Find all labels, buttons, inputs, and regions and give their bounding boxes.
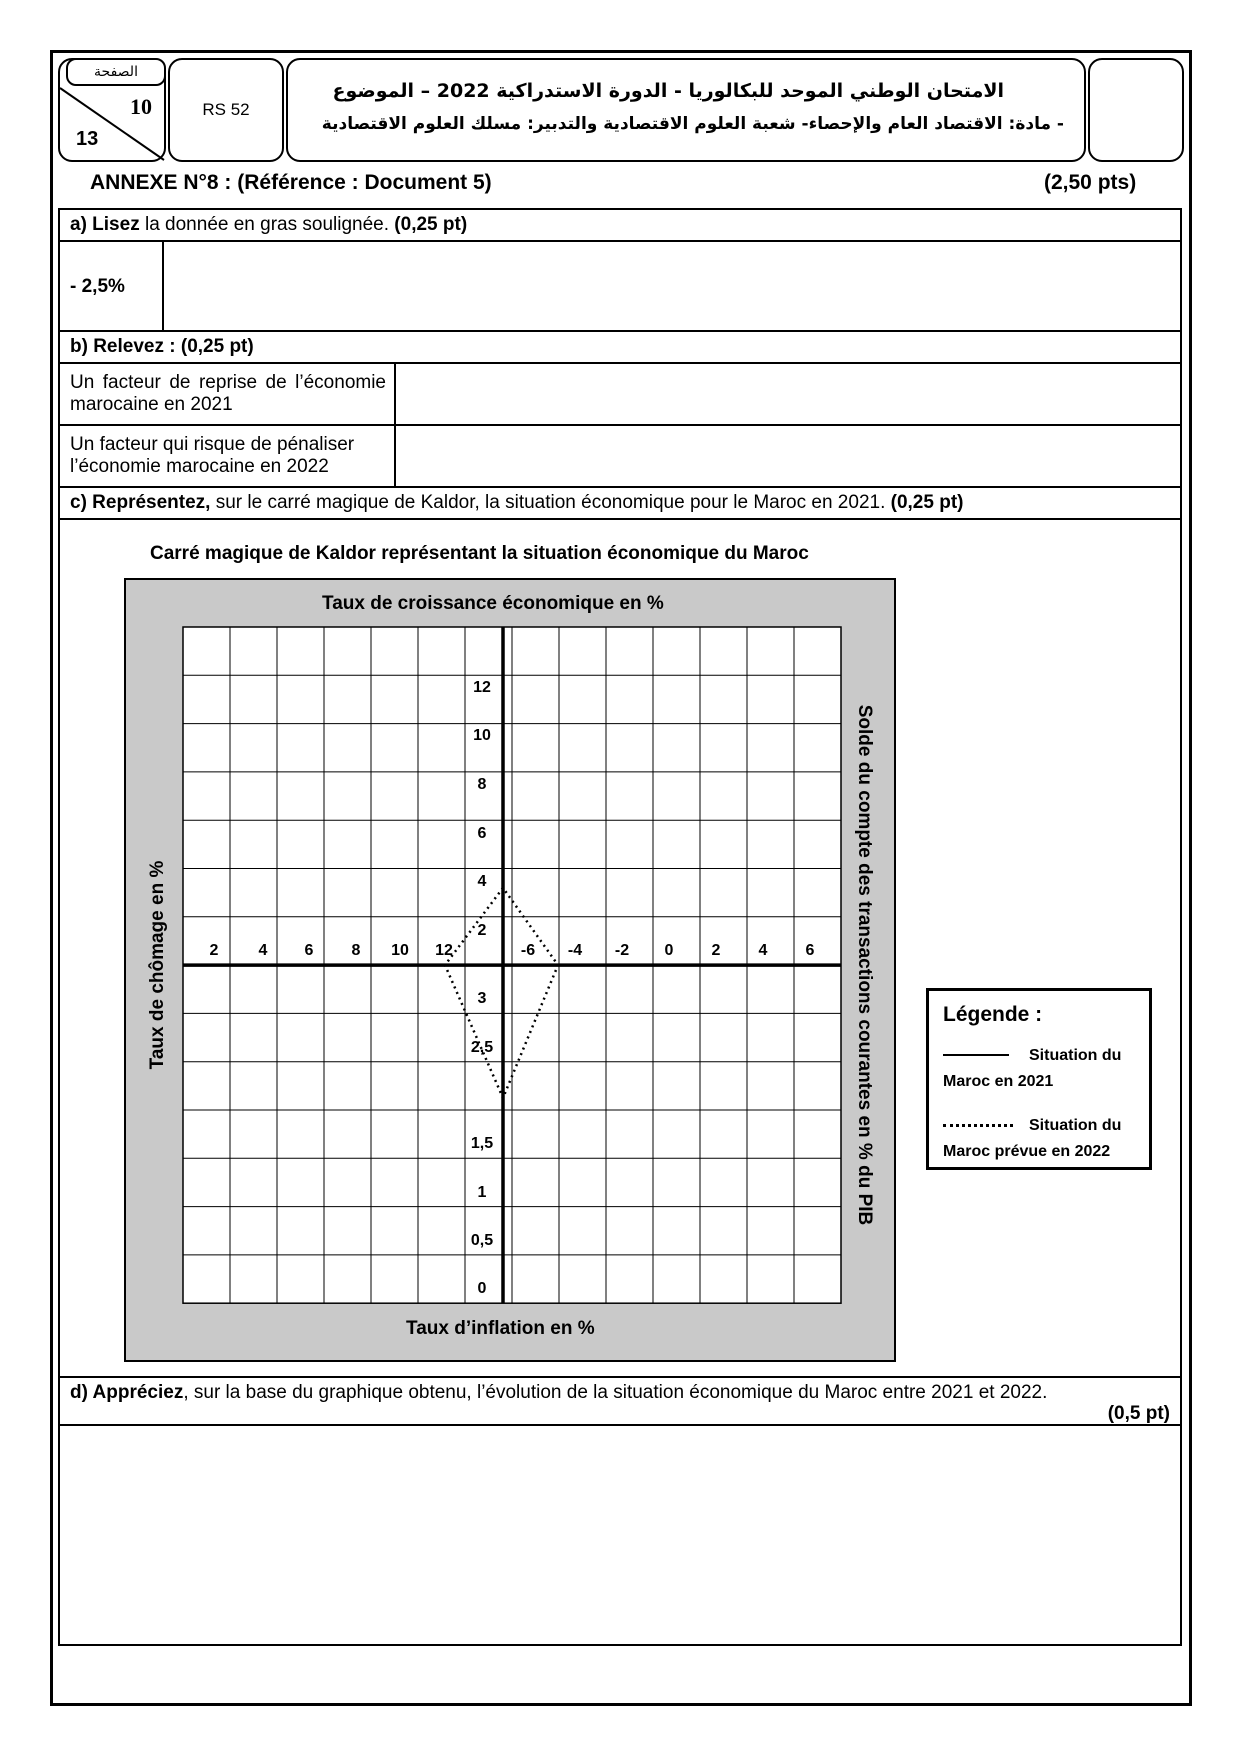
tick-current-account: 0 [664, 942, 674, 960]
answer-d-field[interactable] [58, 1424, 1182, 1646]
legend-title: Légende : [943, 1003, 1043, 1026]
annexe-title: ANNEXE N°8 : (Référence : Document 5) [90, 171, 492, 194]
tick-growth: 10 [473, 727, 491, 745]
question-d: d) Appréciez, sur la base du graphique obtenu, l’évolution de la situation économique du Maroc entre 2021 et 2022. (0,5 pt) [58, 1376, 1182, 1426]
tick-current-account: -6 [520, 942, 536, 960]
tick-current-account: -4 [567, 942, 583, 960]
tick-inflation: 1,5 [470, 1135, 494, 1153]
question-c: c) Représentez, sur le carré magique de Kaldor, la situation économique pour le Maroc en 2021. (0,25 pt) [58, 486, 1182, 520]
tick-growth: 4 [477, 873, 487, 891]
tick-inflation: 2,5 [470, 1038, 494, 1056]
question-a: a) Lisez la donnée en gras soulignée. (0,25 pt) [58, 208, 1182, 242]
page-number: 10 [130, 94, 152, 119]
tick-growth: 8 [477, 776, 487, 793]
tick-unemployment: 2 [209, 942, 219, 960]
tick-growth: 2 [477, 921, 487, 939]
tick-unemployment: 12 [435, 942, 453, 960]
axis-left-label: Taux de chômage en % [147, 860, 168, 1070]
exam-code: RS 52 [202, 100, 250, 119]
tick-growth: 6 [477, 824, 487, 842]
axis-bottom-label: Taux d’inflation en % [406, 1318, 595, 1339]
legend-item-2022: Situation du Maroc prévue en 2022 [943, 1117, 1122, 1160]
tick-inflation: 0 [477, 1280, 487, 1298]
tick-current-account: 2 [711, 942, 721, 960]
tick-current-account: 6 [805, 942, 815, 960]
tick-current-account: 4 [758, 942, 768, 960]
answer-a-label: - 2,5% [70, 276, 125, 297]
tick-growth: 12 [473, 678, 491, 696]
legend [926, 988, 1152, 1170]
tick-unemployment: 4 [258, 942, 268, 960]
answer-b-label2: Un facteur qui risque de pénaliser l’économie marocaine en 2022 [70, 434, 355, 477]
tick-inflation: 0,5 [470, 1231, 494, 1249]
exam-subject: - مادة: الاقتصاد العام والإحصاء- شعبة العلوم الاقتصادية والتدبير: مسلك العلوم الاقتصادية [321, 114, 1064, 134]
answer-b-label1: Un facteur de reprise de l’économie marocaine en 2021 [70, 372, 386, 415]
tick-unemployment: 10 [391, 942, 409, 960]
tick-unemployment: 6 [304, 942, 314, 960]
tick-inflation: 1 [477, 1183, 487, 1201]
axis-right-label: Solde du compte des transactions courantes en % du PIB [854, 704, 875, 1226]
tick-current-account: -2 [614, 942, 630, 960]
tick-unemployment: 8 [351, 942, 361, 960]
page-total: 13 [76, 128, 99, 150]
question-b: b) Relevez : (0,25 pt) [58, 330, 1182, 364]
legend-item-2021: Situation du Maroc en 2021 [943, 1047, 1122, 1090]
chart-title: Carré magique de Kaldor représentant la situation économique du Maroc [150, 543, 809, 564]
exam-title: الامتحان الوطني الموحد للبكالوريا - الدورة الاستدراكية 2022 – الموضوع [332, 80, 1004, 102]
page-label: الصفحة [94, 64, 138, 80]
tick-inflation: 3 [477, 990, 487, 1008]
axis-top-label: Taux de croissance économique en % [322, 593, 664, 614]
annexe-points: (2,50 pts) [1044, 171, 1137, 194]
